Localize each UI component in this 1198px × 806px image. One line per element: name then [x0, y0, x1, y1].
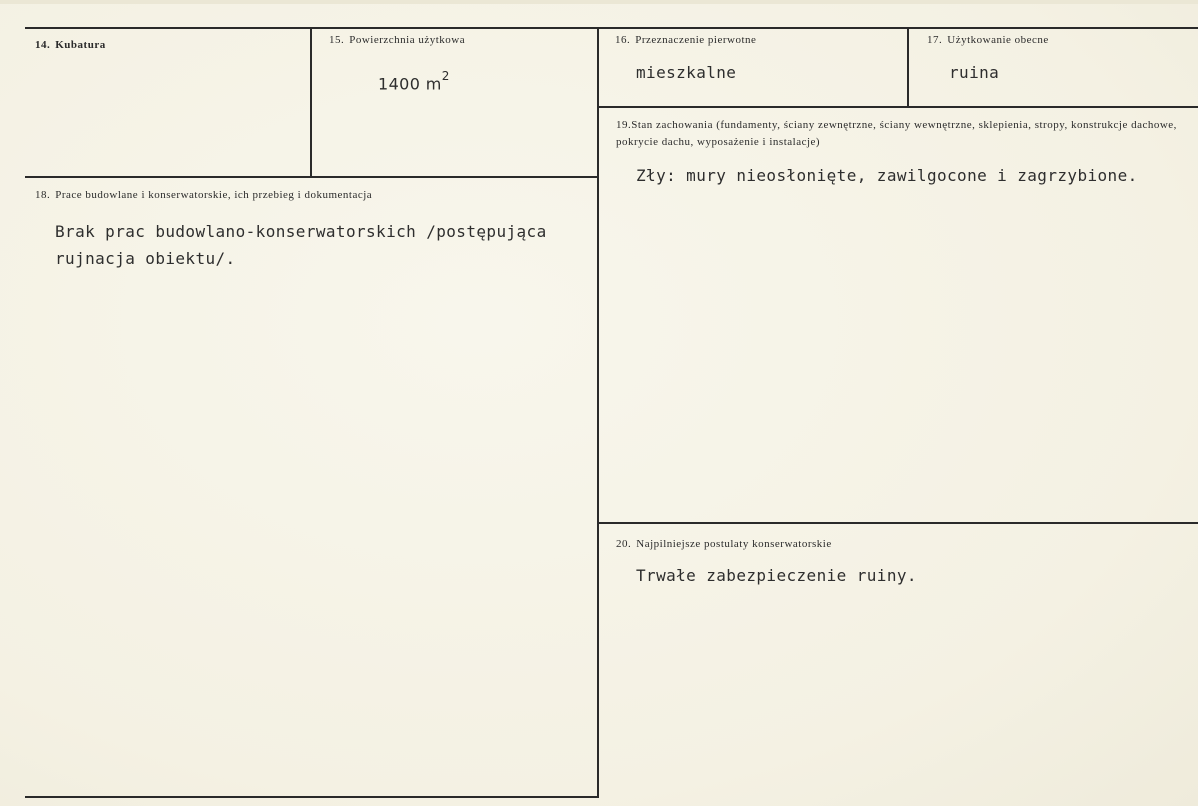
field-16-title: Przeznaczenie pierwotne	[635, 34, 757, 46]
field-18-value: Brak prac budowlano-konserwatorskich /postępująca rujnacja obiektu/.	[55, 222, 547, 268]
field-15-number: 15.	[329, 34, 345, 46]
field-19-title: Stan zachowania (fundamenty, ściany zewnętrzne, ściany wewnętrzne, sklepienia, stropy, konstrukcje dachowe, pokrycie dachu, wyposażenie i instalacje)	[616, 119, 1177, 148]
divider-14-15	[310, 27, 312, 178]
field-16-value: mieszkalne	[636, 63, 737, 82]
field-17-title: Użytkowanie obecne	[947, 34, 1049, 46]
field-16-label	[615, 34, 756, 46]
top-rule	[25, 27, 1198, 29]
field-18-title: Prace budowlane i konserwatorskie, ich przebieg i dokumentacja	[55, 189, 373, 201]
field-18-label	[35, 189, 372, 201]
field-15-value-text: 1400 m	[378, 74, 442, 94]
field-20-number: 20.	[616, 538, 632, 550]
field-15-value	[378, 69, 450, 94]
field-15-title: Powierzchnia użytkowa	[349, 34, 466, 46]
divider-16-17	[907, 27, 909, 107]
rule-under-19	[597, 522, 1198, 524]
bottom-rule	[25, 796, 599, 798]
field-15-value-sup: 2	[441, 69, 450, 83]
field-19-number: 19.	[616, 119, 632, 131]
field-16-number: 16.	[615, 34, 631, 46]
field-19-value: Zły: mury nieosłonięte, zawilgocone i zagrzybione.	[636, 166, 1138, 185]
rule-under-16-17	[597, 106, 1198, 108]
divider-main	[597, 27, 599, 797]
card-top-edge	[0, 0, 1198, 4]
field-14-title: Kubatura	[55, 39, 106, 51]
field-20-label	[616, 538, 832, 550]
field-18-number: 18.	[35, 189, 51, 201]
field-17-number: 17.	[927, 34, 943, 46]
field-17-label	[927, 34, 1049, 46]
field-20-value: Trwałe zabezpieczenie ruiny.	[636, 566, 917, 585]
field-20-title: Najpilniejsze postulaty konserwatorskie	[636, 538, 832, 550]
field-14-label	[35, 39, 106, 51]
field-15-label	[329, 34, 465, 46]
field-14-number: 14.	[35, 39, 51, 51]
field-19-label	[616, 117, 1186, 151]
field-17-value: ruina	[949, 63, 1000, 82]
rule-under-14-15	[25, 176, 599, 178]
